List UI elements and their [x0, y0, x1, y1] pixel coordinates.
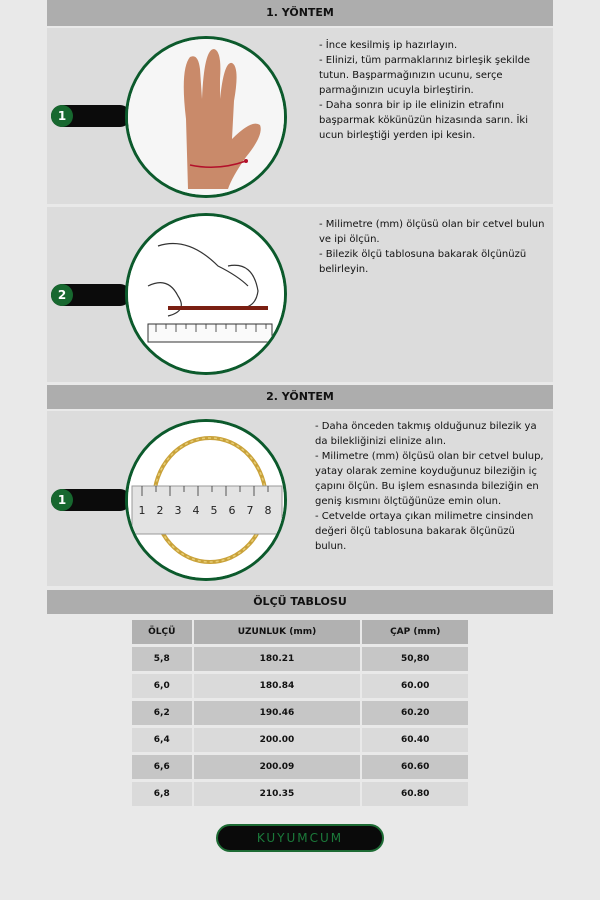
cell-size: 6,8	[132, 782, 194, 806]
bracelet-ruler-illustration	[125, 419, 287, 581]
table-header-row	[132, 620, 468, 644]
cell-size: 5,8	[132, 647, 194, 671]
step-line: - Milimetre (mm) ölçüsü olan bir cetvel bulup, yatay olarak zemine koyduğunuz bileziğin iç çapını ölçün. Bu işlem esnasında bileziğin en geniş kısmını ölçtüğünüze emin olun.	[315, 451, 544, 507]
method1-step1-text	[319, 38, 549, 143]
ruler-number: 7	[246, 504, 254, 517]
hand-illustration	[125, 36, 287, 198]
step-line: - Cetvelde ortaya çıkan milimetre cinsinden değeri ölçü tablosuna bakarak ölçünüzü bulun.	[315, 511, 534, 552]
cell-diameter: 60.40	[362, 728, 468, 752]
cell-diameter: 60.60	[362, 755, 468, 779]
method1-header	[47, 0, 553, 26]
bracelet-ruler-icon	[128, 422, 284, 578]
cell-diameter: 50,80	[362, 647, 468, 671]
step-number: 2	[51, 284, 73, 306]
method1-title: 1. YÖNTEM	[266, 6, 334, 19]
table-row	[132, 755, 468, 779]
ruler-number: 5	[210, 504, 218, 517]
ruler-string-icon	[128, 216, 284, 372]
table-row	[132, 701, 468, 725]
cell-diameter: 60.80	[362, 782, 468, 806]
step-badge	[51, 489, 131, 511]
table-row	[132, 647, 468, 671]
step-line: - Bilezik ölçü tablosuna bakarak ölçünüzü belirleyin.	[319, 249, 527, 275]
kuyumcum-button[interactable]: KUYUMCUM	[216, 824, 384, 852]
step-line: - Daha önceden takmış olduğunuz bilezik ya da bilekliğinizi elinize alın.	[315, 421, 537, 447]
ruler-number: 1	[138, 504, 146, 517]
size-table-header	[47, 590, 553, 614]
step-line: - Elinizi, tüm parmaklarınız birleşik şekilde tutun. Başparmağınızın ucunu, serçe parmağınızın ucuyla birleştirin.	[319, 55, 531, 96]
step-line: - Daha sonra bir ip ile elinizin etrafını başparmak kökünüzün hizasında sarın. İki ucun birleştiği yerden ipi kesin.	[319, 100, 529, 141]
step-badge	[51, 284, 131, 306]
method2-header	[47, 385, 553, 409]
step-line: - Milimetre (mm) ölçüsü olan bir cetvel bulun ve ipi ölçün.	[319, 219, 545, 245]
ruler-number: 4	[192, 504, 200, 517]
table-row	[132, 728, 468, 752]
table-row	[132, 674, 468, 698]
cell-size: 6,6	[132, 755, 194, 779]
cell-diameter: 60.00	[362, 674, 468, 698]
ruler-number: 2	[156, 504, 164, 517]
cell-length: 200.00	[194, 728, 363, 752]
ruler-number: 6	[228, 504, 236, 517]
cell-diameter: 60.20	[362, 701, 468, 725]
cell-length: 190.46	[194, 701, 363, 725]
method1-step2-text	[319, 217, 549, 277]
method2-step1-text	[315, 419, 549, 554]
table-row	[132, 782, 468, 806]
cell-size: 6,2	[132, 701, 194, 725]
cell-length: 180.84	[194, 674, 363, 698]
method1-step2-panel	[47, 207, 553, 382]
column-header-diameter: ÇAP (mm)	[362, 620, 468, 644]
method2-step1-panel	[47, 411, 553, 586]
size-table	[132, 617, 468, 809]
column-header-length: UZUNLUK (mm)	[194, 620, 363, 644]
ruler-number: 3	[174, 504, 182, 517]
hand-measure-icon	[128, 39, 284, 195]
step-line: - İnce kesilmiş ip hazırlayın.	[319, 40, 458, 51]
cell-size: 6,0	[132, 674, 194, 698]
method2-title: 2. YÖNTEM	[266, 390, 334, 403]
cell-length: 200.09	[194, 755, 363, 779]
step-number: 1	[51, 105, 73, 127]
cell-length: 180.21	[194, 647, 363, 671]
step-number: 1	[51, 489, 73, 511]
cell-size: 6,4	[132, 728, 194, 752]
size-table-title: ÖLÇÜ TABLOSU	[253, 595, 347, 608]
method1-step1-panel	[47, 28, 553, 204]
ruler-string-illustration	[125, 213, 287, 375]
column-header-size: ÖLÇÜ	[132, 620, 194, 644]
ruler-number: 8	[264, 504, 272, 517]
step-badge	[51, 105, 131, 127]
cell-length: 210.35	[194, 782, 363, 806]
